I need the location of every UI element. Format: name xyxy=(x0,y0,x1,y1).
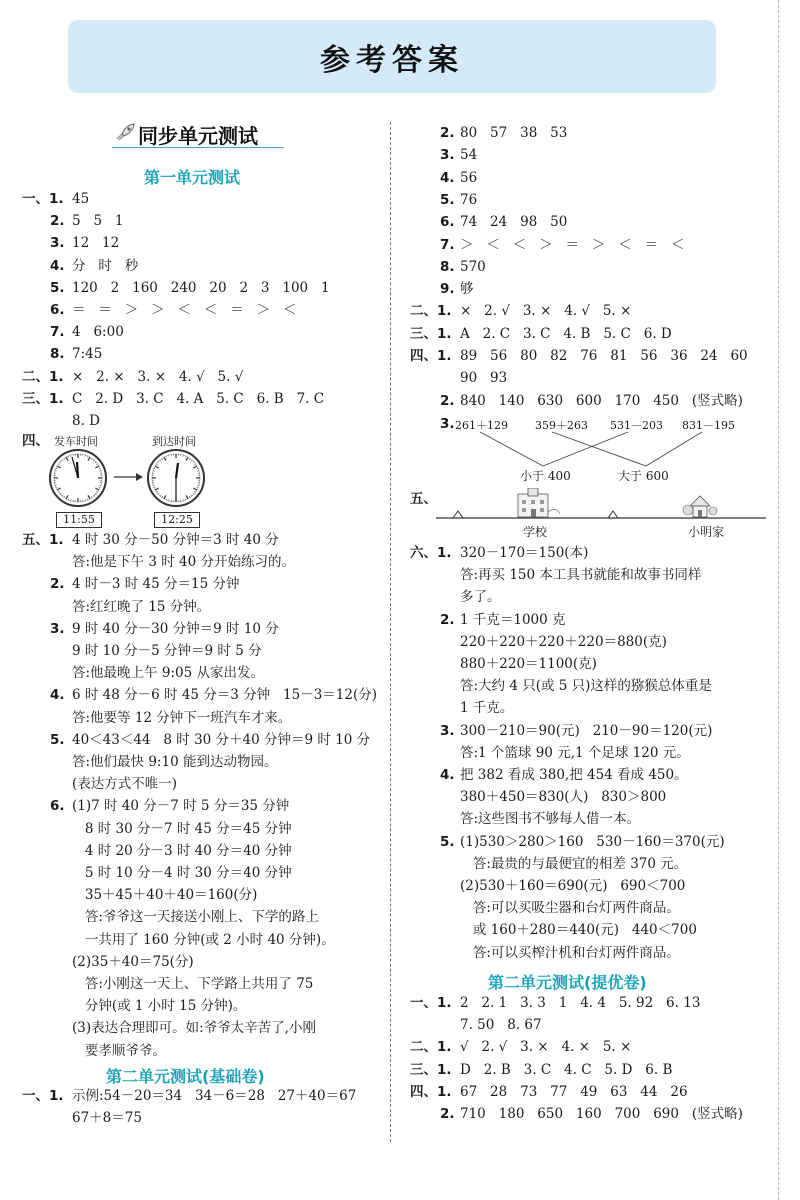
answer-text: 120 2 160 240 20 2 3 100 1 xyxy=(72,279,330,296)
q3-expr-2: 359＋263 xyxy=(535,419,588,432)
question-number: 7. xyxy=(50,324,65,341)
answer-text: 够 xyxy=(460,281,474,298)
answer-text: 90 93 xyxy=(460,370,508,387)
answer-text: 80 57 38 53 xyxy=(460,125,568,141)
answer-text: 12 12 xyxy=(72,235,120,252)
answer-text: 1 千克。 xyxy=(460,700,514,717)
depart-time-box: 11:55 xyxy=(56,512,102,528)
answer-text: × 2. √ 3. × 4. √ 5. × xyxy=(460,303,632,320)
depart-time-label: 发车时间 xyxy=(54,435,98,448)
question-number: 8. xyxy=(440,258,455,275)
answer-text: 8 时 30 分－7 时 45 分＝45 分钟 xyxy=(72,820,292,837)
answer-text: 35＋45＋40＋40＝160(分) xyxy=(72,887,258,904)
answer-text: 320－170＝150(本) xyxy=(460,545,589,561)
answer-text: (2)530＋160＝690(元) 690＜700 xyxy=(460,878,686,894)
answer-text: 56 xyxy=(460,169,478,186)
answer-text: 答:最贵的与最便宜的相差 370 元。 xyxy=(460,855,688,872)
question-number: 2. xyxy=(50,576,65,593)
question-number: 4. xyxy=(50,687,65,704)
question-number: 4. xyxy=(440,169,455,186)
question-number: 5. xyxy=(50,731,65,748)
answer-text: 8. D xyxy=(72,413,100,429)
answer-text: ＞ ＜ ＜ ＞ ＝ ＞ ＜ ＝ ＜ xyxy=(460,236,685,253)
answer-text: (2)35＋40＝75(分) xyxy=(72,953,194,970)
answer-text: D 2. B 3. C 4. C 5. D 6. B xyxy=(460,1061,673,1078)
answer-text: C 2. D 3. C 4. A 5. C 6. B 7. C xyxy=(72,390,325,407)
question-number: 四、1. xyxy=(410,1083,452,1100)
answer-text: 7:45 xyxy=(72,346,103,363)
arrive-time-box: 12:25 xyxy=(154,512,200,528)
q3-expr-3: 531－203 xyxy=(610,419,663,432)
q3-label: 3. xyxy=(440,416,455,432)
answer-text: 或 160＋280＝440(元) 440＜700 xyxy=(460,922,697,939)
q3-less-400: 小于 400 xyxy=(520,469,571,483)
question-number: 3. xyxy=(50,620,65,637)
answer-text: 74 24 98 50 xyxy=(460,214,568,231)
question-number: 6. xyxy=(440,214,455,231)
column-divider xyxy=(390,122,391,1142)
unit1-title: 第一单元测试 xyxy=(144,168,241,187)
home-label: 小明家 xyxy=(688,525,725,539)
section-title: 同步单元测试 xyxy=(138,124,258,148)
question-number: 三、1. xyxy=(410,325,452,342)
question-number: 二、1. xyxy=(410,1039,452,1056)
answer-text: 76 xyxy=(460,191,478,208)
answer-text: 答:再买 150 本工具书就能和故事书同样 xyxy=(460,567,702,584)
question-number: 2. xyxy=(50,213,65,230)
answer-text: 840 140 630 600 170 450 (竖式略) xyxy=(460,392,743,409)
answer-text: 多了。 xyxy=(460,589,501,606)
answer-text: 答:他们最快 9:10 能到达动物园。 xyxy=(72,754,278,770)
answer-text: 一共用了 160 分钟(或 2 小时 40 分钟)。 xyxy=(72,931,335,948)
answer-text: 答:可以买吸尘器和台灯两件商品。 xyxy=(460,900,680,917)
answer-text: 89 56 80 82 76 81 56 36 24 60 xyxy=(460,348,748,364)
answer-text: 1 千克＝1000 克 xyxy=(460,611,566,628)
answer-text: 答:红红晚了 15 分钟。 xyxy=(72,598,211,615)
page-title: 参考答案 xyxy=(320,42,464,78)
question-number: 7. xyxy=(440,236,455,253)
answer-text: 45 xyxy=(72,191,90,207)
answer-text: 4 时 20 分－3 时 40 分＝40 分钟 xyxy=(72,842,292,859)
answer-text: A 2. C 3. C 4. B 5. C 6. D xyxy=(460,325,672,342)
question-number: 6. xyxy=(50,798,65,815)
answer-text: 4 时－3 时 45 分＝15 分钟 xyxy=(72,576,240,593)
question-number: 六、1. xyxy=(410,545,452,561)
answer-text: 答:爷爷这一天接送小刚上、下学的路上 xyxy=(72,909,319,926)
answer-text: 答:他是下午 3 时 40 分开始练习的。 xyxy=(72,554,295,571)
answer-text: 要孝顺爷爷。 xyxy=(72,1042,166,1059)
answer-text: 把 382 看成 380,把 454 看成 450。 xyxy=(460,767,688,783)
question-number: 一、1. xyxy=(22,191,64,207)
page-edge-line xyxy=(778,0,779,1200)
question-number: 5. xyxy=(440,833,455,850)
answer-text: (1)530＞280＞160 530－160＝370(元) xyxy=(460,833,725,850)
question-number: 二、1. xyxy=(22,368,64,385)
school-map xyxy=(436,488,766,528)
answer-text: × 2. × 3. × 4. √ 5. √ xyxy=(72,368,244,385)
section-title-underline xyxy=(112,147,284,148)
q3-expr-1: 261＋129 xyxy=(455,419,508,432)
q3-more-600: 大于 600 xyxy=(618,469,669,483)
answer-text: 300－210＝90(元) 210－90＝120(元) xyxy=(460,722,713,739)
question-number: 4. xyxy=(440,767,455,783)
answer-text: 答:他最晚上午 9:05 从家出发。 xyxy=(72,665,264,682)
answer-text: 4 6:00 xyxy=(72,324,124,341)
answer-text: 40＜43＜44 8 时 30 分＋40 分钟＝9 时 10 分 xyxy=(72,731,371,748)
q3-lines xyxy=(440,430,740,470)
question-number: 一、1. xyxy=(22,1088,64,1104)
answer-text: 2 2. 1 3. 3 1 4. 4 5. 92 6. 13 xyxy=(460,995,701,1011)
question-number: 5. xyxy=(50,279,65,296)
question-number: 9. xyxy=(440,281,455,298)
school-label: 学校 xyxy=(523,525,548,539)
question-number: 3. xyxy=(440,147,455,164)
answer-text: 9 时 40 分－30 分钟＝9 时 10 分 xyxy=(72,620,279,637)
answer-text: 答:可以买榨汁机和台灯两件商品。 xyxy=(460,944,680,961)
answer-text: √ 2. √ 3. × 4. × 5. × xyxy=(460,1039,632,1056)
question-number: 5. xyxy=(440,191,455,208)
unit1-q4-label: 四、 xyxy=(22,433,49,449)
answer-text: 答:他要等 12 分钟下一班汽车才来。 xyxy=(72,709,292,726)
answer-text: 67＋8＝75 xyxy=(72,1110,142,1127)
answer-text: 示例:54－20＝34 34－6＝28 27＋40＝67 xyxy=(72,1088,357,1104)
answer-text: 分 时 秒 xyxy=(72,257,139,274)
question-number: 4. xyxy=(50,257,65,274)
answer-text: 54 xyxy=(460,147,478,164)
answer-text: 880＋220＝1100(克) xyxy=(460,656,597,672)
clock-depart xyxy=(48,448,108,508)
question-number: 8. xyxy=(50,346,65,363)
answer-text: 5 5 1 xyxy=(72,213,124,230)
answer-text: 6 时 48 分－6 时 45 分＝3 分钟 15－3＝12(分) xyxy=(72,687,378,704)
question-number: 2. xyxy=(440,125,455,141)
unit2a-title: 第二单元测试(基础卷) xyxy=(106,1067,265,1086)
answer-text: 9 时 10 分－5 分钟＝9 时 5 分 xyxy=(72,643,262,659)
header-banner xyxy=(68,20,716,93)
q5-right-label: 五、 xyxy=(410,491,437,507)
answer-text: (表达方式不唯一) xyxy=(72,776,178,793)
answer-text: (3)表达合理即可。如:爷爷太辛苦了,小刚 xyxy=(72,1020,316,1037)
answer-text: 分钟(或 1 小时 15 分钟)。 xyxy=(72,998,247,1015)
answer-text: 4 时 30 分－50 分钟＝3 时 40 分 xyxy=(72,532,279,548)
question-number: 二、1. xyxy=(410,303,452,320)
question-number: 三、1. xyxy=(410,1061,452,1078)
q3-expr-4: 831－195 xyxy=(682,419,735,432)
answer-text: 7. 50 8. 67 xyxy=(460,1017,542,1034)
arrow-icon xyxy=(114,472,144,482)
question-number: 3. xyxy=(50,235,65,252)
answer-text: 380＋450＝830(人) 830＞800 xyxy=(460,789,667,806)
answer-text: 答:小刚这一天上、下学路上共用了 75 xyxy=(72,976,314,992)
question-number: 6. xyxy=(50,302,65,318)
answer-text: 710 180 650 160 700 690 (竖式略) xyxy=(460,1106,743,1122)
answer-text: 570 xyxy=(460,258,486,275)
question-number: 2. xyxy=(440,611,455,628)
answer-text: (1)7 时 40 分－7 时 5 分＝35 分钟 xyxy=(72,798,290,815)
answer-text: 220＋220＋220＋220＝880(克) xyxy=(460,633,667,650)
question-number: 三、1. xyxy=(22,390,64,407)
answer-text: 67 28 73 77 49 63 44 26 xyxy=(460,1083,688,1100)
answer-text: 答:1 个篮球 90 元,1 个足球 120 元。 xyxy=(460,744,690,761)
clock-arrive xyxy=(146,448,206,508)
answer-text: ＝ ＝ ＞ ＞ ＜ ＜ ＝ ＞ ＜ xyxy=(72,302,297,318)
question-number: 2. xyxy=(440,392,455,409)
answer-text: 答:这些图书不够每人借一本。 xyxy=(460,811,641,828)
question-number: 四、1. xyxy=(410,348,452,364)
rocket-icon xyxy=(114,122,136,142)
question-number: 五、1. xyxy=(22,532,64,548)
question-number: 2. xyxy=(440,1106,455,1122)
answer-text: 5 时 10 分－4 时 30 分＝40 分钟 xyxy=(72,865,292,881)
arrive-time-label: 到达时间 xyxy=(152,435,196,448)
question-number: 3. xyxy=(440,722,455,739)
unit2b-title: 第二单元测试(提优卷) xyxy=(488,973,647,992)
answer-text: 答:大约 4 只(或 5 只)这样的猕猴总体重是 xyxy=(460,678,712,695)
question-number: 一、1. xyxy=(410,995,452,1011)
